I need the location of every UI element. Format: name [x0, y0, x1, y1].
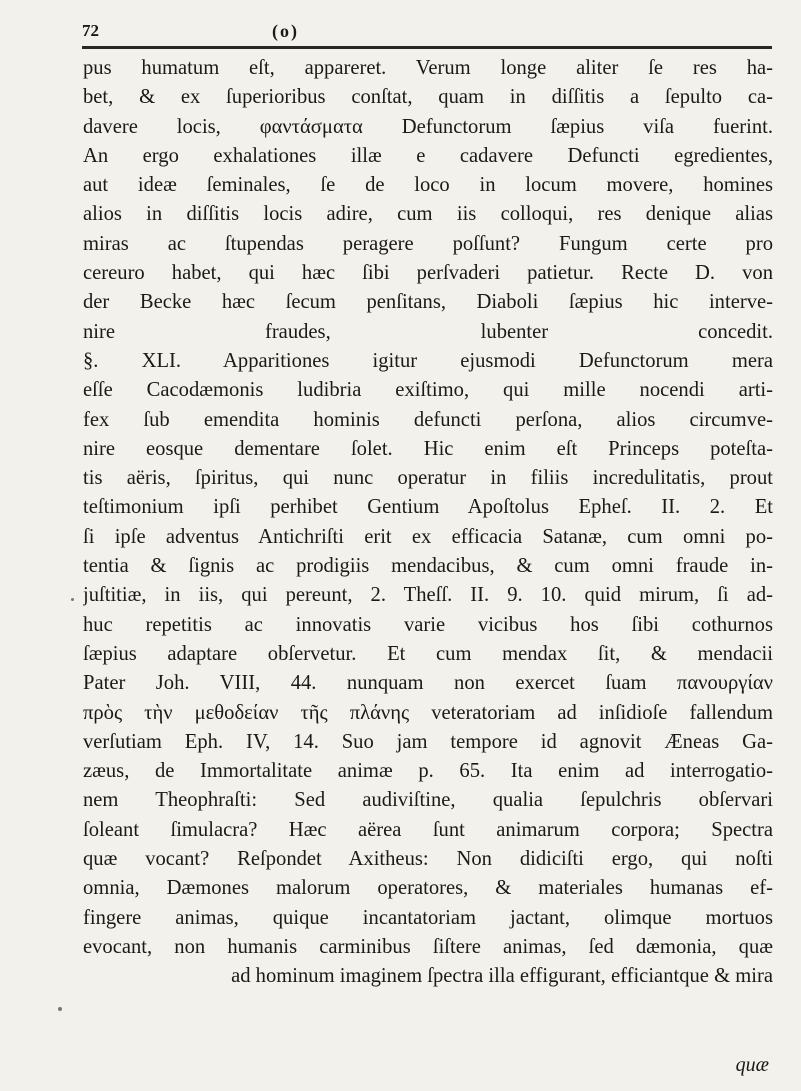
text-line: fex ſub emendita hominis defuncti perſona, alios circumve- [83, 408, 773, 431]
text-line: zæus, de Immortalitate animæ p. 65. Ita enim ad interrogatio- [83, 760, 773, 783]
text-line: juſtitiæ, in iis, qui pereunt, 2. Theſſ. II. 9. 10. quid mirum, ſi ad- [83, 584, 773, 607]
text-line: ſi ipſe adventus Antichriſti erit ex efficacia Satanæ, cum omni po- [83, 525, 773, 548]
text-line: quæ vocant? Reſpondet Axitheus: Non didiciſti ergo, qui noſti [83, 848, 773, 871]
text-line: evocant, non humanis carminibus ſiſtere animas, ſed dæmonia, quæ [83, 935, 773, 958]
ink-speck [58, 1007, 62, 1011]
header-ornament: (o) [272, 20, 299, 41]
text-line: der Becke hæc ſecum penſitans, Diaboli ſæpius hic interve- [83, 291, 773, 314]
page-number: 72 [82, 21, 99, 40]
text-line: nem Theophraſti: Sed audiviſtine, qualia ſepulchris obſervari [83, 789, 773, 812]
text-line: nire fraudes, lubenter concedit. [83, 320, 773, 343]
page-header [82, 16, 772, 46]
ink-speck [71, 598, 74, 601]
text-line: ſoleant ſimulacra? Hæc aërea ſunt animarum corpora; Spectra [83, 818, 773, 841]
text-line: nire eosque dementare ſolet. Hic enim eſt Princeps poteſta- [83, 437, 773, 460]
text-line: §. XLI. Apparitiones igitur ejusmodi Defunctorum mera [83, 349, 773, 372]
text-line: An ergo exhalationes illæ e cadavere Defuncti egredientes, [83, 144, 773, 167]
text-line: omnia, Dæmones malorum operatores, & materiales humanas ef- [83, 877, 773, 900]
text-line: tentia & ſignis ac prodigiis mendacibus, & cum omni fraude in- [83, 555, 773, 578]
text-line: huc repetitis ac innovatis varie vicibus hos ſibi cothurnos [83, 613, 773, 636]
text-line: Pater Joh. VIII, 44. nunquam non exercet ſuam πανουργίαν [83, 672, 773, 695]
text-line: cereuro habet, qui hæc ſibi perſvaderi patietur. Recte D. von [83, 262, 773, 285]
text-line: tis aëris, ſpiritus, qui nunc operatur in filiis incredulitatis, prout [83, 467, 773, 490]
text-line: aut ideæ ſeminales, ſe de loco in locum movere, homines [83, 174, 773, 197]
text-line: verſutiam Eph. IV, 14. Suo jam tempore id agnovit Æneas Ga- [83, 730, 773, 753]
text-line: miras ac ſtupendas peragere poſſunt? Fungum certe pro [83, 232, 773, 255]
header-rule [82, 46, 772, 49]
text-line: eſſe Cacodæmonis ludibria exiſtimo, qui mille nocendi arti- [83, 379, 773, 402]
text-line: πρὸς τὴν μεθοδείαν τῆς πλάνης veteratoriam ad inſidioſe fallendum [83, 701, 773, 724]
main-text [83, 54, 773, 992]
text-line: bet, & ex ſuperioribus conſtat, quam in diſſitis a ſepulto ca- [83, 86, 773, 109]
text-line: alios in diſſitis locis adire, cum iis colloqui, res denique alias [83, 203, 773, 226]
text-line: davere locis, φαντάσματα Defunctorum ſæpius viſa fuerint. [83, 115, 773, 138]
text-line: fingere animas, quique incantatoriam jactant, olimque mortuos [83, 906, 773, 929]
text-line: ſæpius adaptare obſervetur. Et cum mendax ſit, & mendacii [83, 642, 773, 665]
text-line: ad hominum imaginem ſpectra illa effigurant, efficiantque & mira [231, 965, 773, 988]
text-line: teſtimonium ipſi perhibet Gentium Apoſtolus Epheſ. II. 2. Et [83, 496, 773, 519]
text-line: pus humatum eſt, appareret. Verum longe aliter ſe res ha- [83, 57, 773, 79]
catchword: quæ [735, 1054, 769, 1076]
